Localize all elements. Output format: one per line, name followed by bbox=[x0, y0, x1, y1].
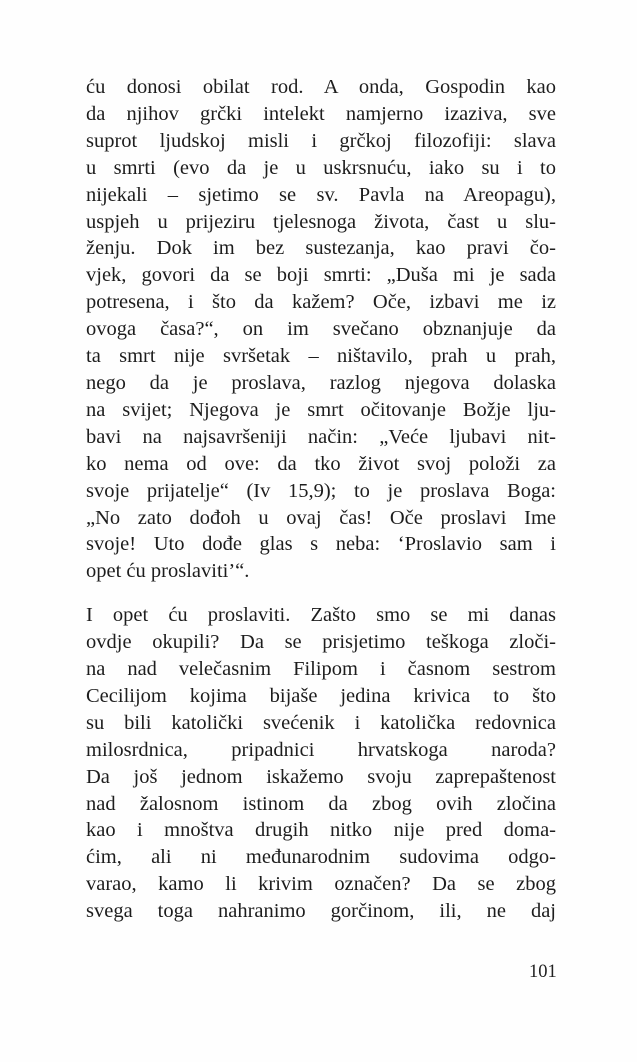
text-line: svoje! Uto dođe glas s neba: ‘Proslavio sam i bbox=[86, 533, 556, 556]
text-line: I opet ću proslaviti. Zašto smo se mi danas bbox=[86, 604, 556, 627]
text-line: „No zato dođoh u ovaj čas! Oče proslavi Ime bbox=[86, 506, 556, 529]
text-line: nego da je proslava, razlog njegova dolaska bbox=[86, 371, 556, 394]
paragraph-2 bbox=[86, 602, 556, 925]
text-line: vjek, govori da se boji smrti: „Duša mi je sada bbox=[86, 264, 556, 287]
text-line: na nad velečasnim Filipom i časnom sestrom bbox=[86, 658, 556, 681]
text-line: nad žalosnom istinom da zbog ovih zločina bbox=[86, 792, 556, 815]
text-line: ženju. Dok im bez sustezanja, kao pravi čo- bbox=[86, 237, 556, 260]
text-line: u smrti (evo da je u uskrsnuću, iako su i to bbox=[86, 156, 556, 179]
text-line: ćim, ali ni međunarodnim sudovima odgo- bbox=[86, 846, 556, 869]
text-line: ovoga časa?“, on im svečano obznanjuje da bbox=[86, 318, 556, 341]
text-line: bavi na najsavršeniji način: „Veće ljubavi nit- bbox=[86, 425, 556, 448]
text-line: varao, kamo li krivim označen? Da se zbog bbox=[86, 873, 556, 896]
text-line: Cecilijom kojima bijaše jedina krivica to što bbox=[86, 684, 556, 707]
text-line: da njihov grčki intelekt namjerno izaziva, sve bbox=[86, 102, 556, 125]
text-line: uspjeh u prijeziru tjelesnoga života, čast u slu- bbox=[86, 210, 556, 233]
text-line: nijekali – sjetimo se sv. Pavla na Areopagu), bbox=[86, 183, 556, 206]
text-line: milosrdnica, pripadnici hrvatskoga naroda? bbox=[86, 738, 556, 761]
text-line: svoje prijatelje“ (Iv 15,9); to je proslava Boga: bbox=[86, 479, 556, 502]
text-line: suprot ljudskoj misli i grčkoj filozofiji: slava bbox=[86, 129, 556, 152]
text-line: na svijet; Njegova je smrt očitovanje Božje lju- bbox=[86, 398, 556, 421]
text-line: ovdje okupili? Da se prisjetimo teškoga zloči- bbox=[86, 631, 556, 654]
text-line: ta smrt nije svršetak – ništavilo, prah u prah, bbox=[86, 345, 556, 368]
text-line: kao i mnoštva drugih nitko nije pred doma- bbox=[86, 819, 556, 842]
paragraph-1 bbox=[86, 74, 556, 585]
text-line: ko nema od ove: da tko život svoj položi za bbox=[86, 452, 556, 475]
text-line: su bili katolički svećenik i katolička redovnica bbox=[86, 711, 556, 734]
text-line: ću donosi obilat rod. A onda, Gospodin kao bbox=[86, 76, 556, 98]
text-block bbox=[86, 74, 556, 925]
text-line: Da još jednom iskažemo svoju zaprepaštenost bbox=[86, 765, 556, 788]
text-line: potresena, i što da kažem? Oče, izbavi me iz bbox=[86, 291, 556, 314]
page-number: 101 bbox=[529, 962, 557, 982]
text-line: svega toga nahranimo gorčinom, ili, ne daj bbox=[86, 900, 556, 923]
text-line: opet ću proslaviti’“. bbox=[86, 560, 250, 583]
